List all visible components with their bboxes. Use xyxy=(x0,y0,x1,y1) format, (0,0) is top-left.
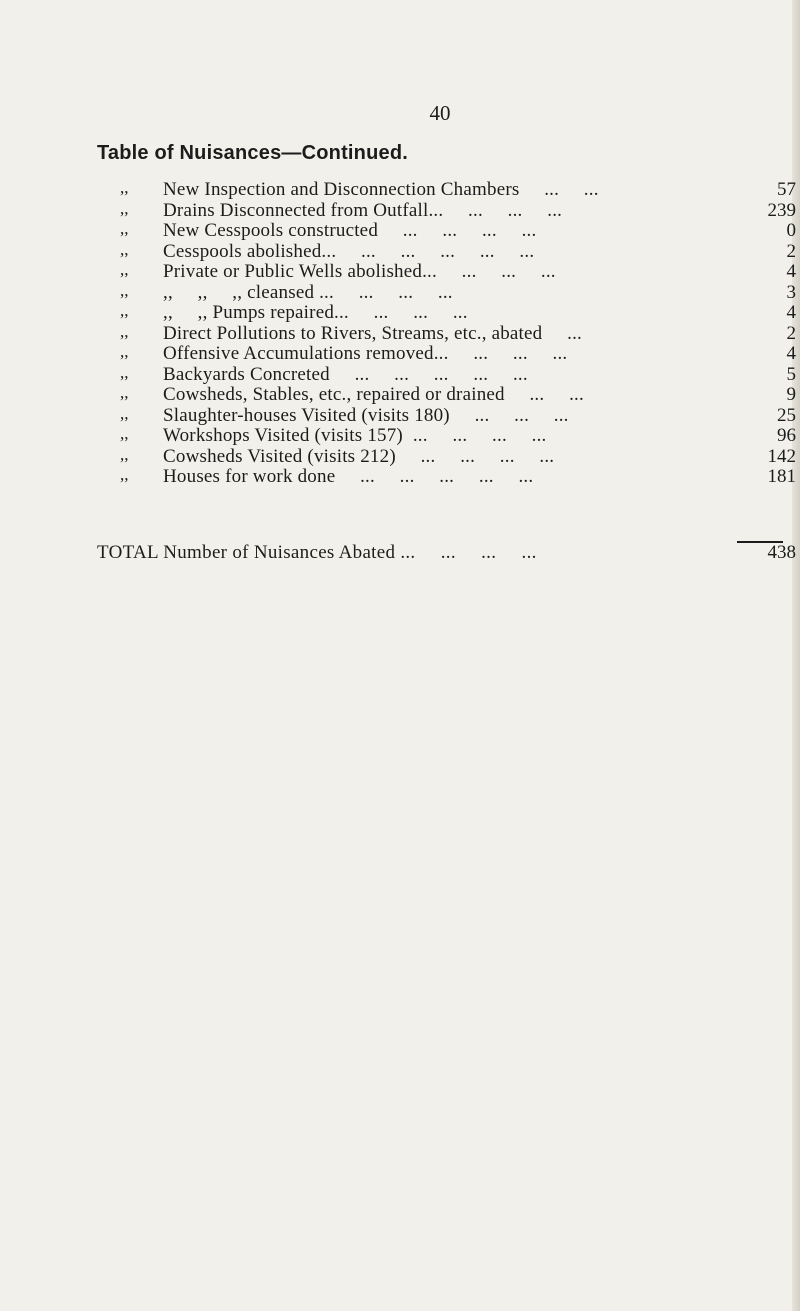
ditto-mark: ,, xyxy=(120,280,129,300)
row-label: Slaughter-houses Visited (visits 180) ... ... ... xyxy=(163,404,569,426)
ditto-mark: ,, xyxy=(120,465,129,484)
table-row xyxy=(120,303,800,324)
total-label: TOTAL Number of Nuisances Abated ... ... ... ... xyxy=(97,542,537,563)
ditto-mark: ,, xyxy=(120,178,129,197)
table-row xyxy=(120,221,800,242)
row-value: 0 xyxy=(786,220,796,241)
row-value: 96 xyxy=(777,425,796,446)
row-value: 4 xyxy=(786,261,796,282)
ditto-mark: ,, xyxy=(120,219,129,238)
row-label: Backyards Concreted ... ... ... ... ... xyxy=(163,363,528,385)
table-row xyxy=(120,239,800,263)
row-label: Cowsheds, Stables, etc., repaired or drained ... ... xyxy=(163,384,584,405)
table-heading: Table of Nuisances—Continued. xyxy=(97,142,409,164)
ditto-mark: ,, xyxy=(120,362,129,382)
row-label: ,, ,, ,, cleansed ... ... ... ... xyxy=(163,281,453,303)
ditto-mark: ,, xyxy=(120,239,129,259)
table-row xyxy=(120,403,800,427)
ditto-mark: ,, xyxy=(120,321,129,341)
table-row xyxy=(120,426,800,447)
ditto-mark: ,, xyxy=(120,424,129,443)
ditto-mark: ,, xyxy=(120,198,129,218)
ditto-mark: ,, xyxy=(120,403,129,423)
row-value: 2 xyxy=(786,322,796,344)
row-value: 4 xyxy=(786,343,796,364)
total-value: 438 xyxy=(767,542,796,563)
row-value: 25 xyxy=(777,404,796,426)
row-label: Drains Disconnected from Outfall... ... ... ... xyxy=(163,199,563,221)
row-label: New Inspection and Disconnection Chambers ... ... xyxy=(163,179,599,200)
table-row xyxy=(120,262,800,283)
row-label: ,, ,, Pumps repaired... ... ... ... xyxy=(163,302,468,323)
ditto-mark: ,, xyxy=(120,301,129,320)
row-label: Cowsheds Visited (visits 212) ... ... ... ... xyxy=(163,445,555,467)
row-label: Offensive Accumulations removed... ... ... ... xyxy=(163,343,568,364)
row-value: 5 xyxy=(786,363,796,385)
table-row xyxy=(120,198,800,222)
row-value: 9 xyxy=(786,384,796,405)
table-row xyxy=(120,280,800,304)
row-label: New Cesspools constructed ... ... ... ... xyxy=(163,220,537,241)
table-row xyxy=(120,444,800,468)
table-row xyxy=(120,344,800,365)
ditto-mark: ,, xyxy=(120,383,129,402)
table-row xyxy=(120,321,800,345)
table-row xyxy=(120,362,800,386)
row-value: 142 xyxy=(767,445,796,467)
row-label: Direct Pollutions to Rivers, Streams, etc., abated ... xyxy=(163,322,582,344)
table-row xyxy=(120,467,800,488)
row-label: Workshops Visited (visits 157) ... ... ... ... xyxy=(163,425,547,446)
ditto-mark: ,, xyxy=(120,260,129,279)
row-label: Cesspools abolished... ... ... ... ... ... xyxy=(163,240,535,262)
nuisance-table xyxy=(120,180,800,488)
ditto-mark: ,, xyxy=(120,444,129,464)
page-number: 40 xyxy=(429,101,451,125)
row-label: Private or Public Wells abolished... ... ... ... xyxy=(163,261,556,282)
row-value: 4 xyxy=(786,302,796,323)
row-value: 2 xyxy=(786,240,796,262)
row-value: 181 xyxy=(767,466,796,487)
row-label: Houses for work done ... ... ... ... ... xyxy=(163,466,534,487)
table-row xyxy=(120,385,800,406)
ditto-mark: ,, xyxy=(120,342,129,361)
table-row xyxy=(120,180,800,201)
row-value: 57 xyxy=(777,179,796,200)
row-value: 239 xyxy=(767,199,796,221)
row-value: 3 xyxy=(786,281,796,303)
